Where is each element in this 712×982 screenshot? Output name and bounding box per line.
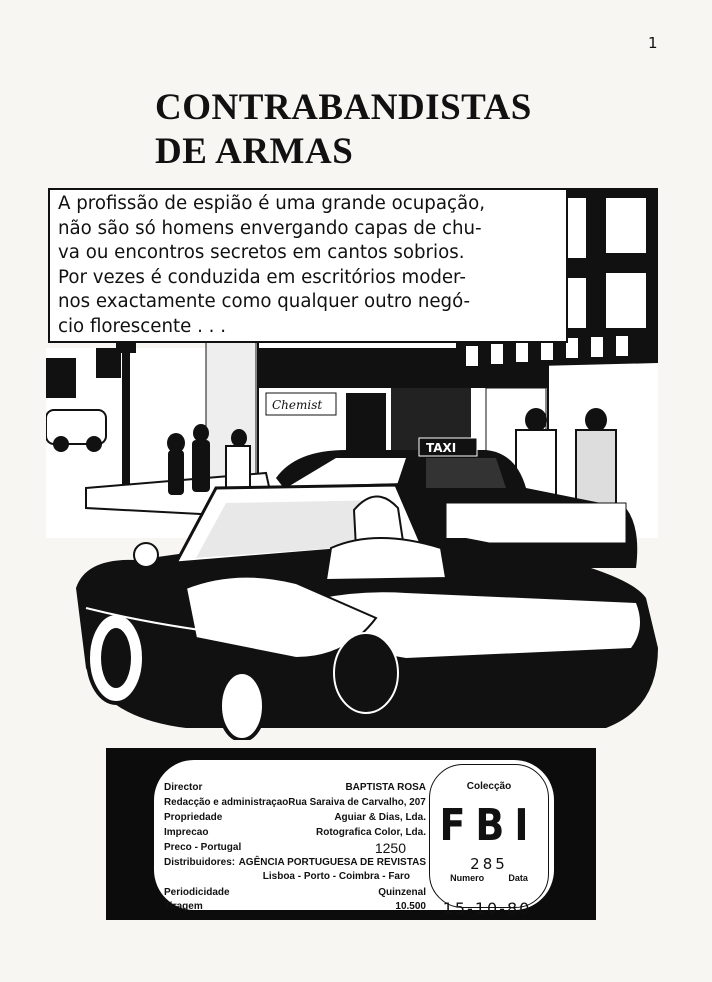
caption-line: cio florescente . . .: [58, 315, 227, 337]
credit-row-tiragem: [164, 901, 426, 913]
caption-line: não são só homens envergando capas de chu-: [58, 217, 482, 239]
issue-labels: [438, 873, 540, 883]
caption-line: A profissão de espião é uma grande ocupação,: [58, 193, 486, 214]
credit-value: Aguiar & Dias, Lda.: [334, 812, 426, 823]
caption-line: Por vezes é conduzida em escritórios moder-: [58, 266, 466, 288]
credit-row-preco: [164, 842, 426, 854]
credit-row-propriedade: [164, 812, 426, 824]
title-line-2: DE ARMAS: [155, 131, 354, 172]
credit-label: Periodicidade: [164, 887, 230, 898]
fbi-collection-box: [429, 764, 549, 918]
credit-label: Director: [164, 782, 203, 793]
page-title: [155, 86, 532, 174]
taxi-sign: TAXI: [426, 441, 457, 455]
issue-number: 285: [470, 855, 508, 873]
credits-panel: [154, 760, 554, 918]
page-number: 1: [648, 34, 658, 52]
issue-date: 15-10-80: [442, 899, 532, 918]
data-label: Data: [508, 873, 528, 883]
credit-row-periodicidade: [164, 887, 426, 899]
publication-credits: [106, 748, 596, 920]
credit-value: BAPTISTA ROSA: [345, 782, 426, 793]
caption-line: va ou encontros secretos em cantos sobrios.: [58, 242, 465, 263]
credit-row-redaccao: [164, 797, 426, 809]
credit-value: Quinzenal: [378, 887, 426, 898]
credit-row-distribuidores: [164, 857, 426, 869]
credit-label: Propriedade: [164, 812, 223, 823]
credit-value: AGÊNCIA PORTUGUESA DE REVISTAS: [238, 857, 426, 868]
credit-label: Imprecao: [164, 827, 209, 838]
caption-line: nos exactamente como qualquer outro negó-: [58, 291, 471, 312]
credit-value: 10.500: [395, 901, 426, 912]
credit-value-price: 1250: [374, 840, 406, 856]
chemist-sign: Chemist: [272, 398, 323, 412]
credit-label: Preco - Portugal: [164, 842, 242, 853]
credit-row-cities: [164, 871, 426, 883]
credit-label: Distribuidores:: [164, 857, 236, 868]
numero-label: Numero: [450, 873, 485, 883]
credit-value: Rua Saraiva de Carvalho, 207: [288, 797, 426, 808]
credit-label: Tiragem: [164, 901, 203, 912]
credit-label: Redacção e administraçao: [164, 797, 289, 808]
title-line-1: CONTRABANDISTAS: [155, 87, 532, 128]
credit-value: Rotografica Color, Lda.: [315, 827, 426, 838]
collection-label: Colecção: [466, 781, 512, 792]
credit-value: Lisboa - Porto - Coimbra - Faro: [262, 871, 410, 882]
fbi-logo: FBI: [439, 799, 539, 851]
credit-row-imprecao: [164, 827, 426, 839]
credit-row-director: [164, 782, 426, 794]
narration-caption: [48, 188, 568, 343]
